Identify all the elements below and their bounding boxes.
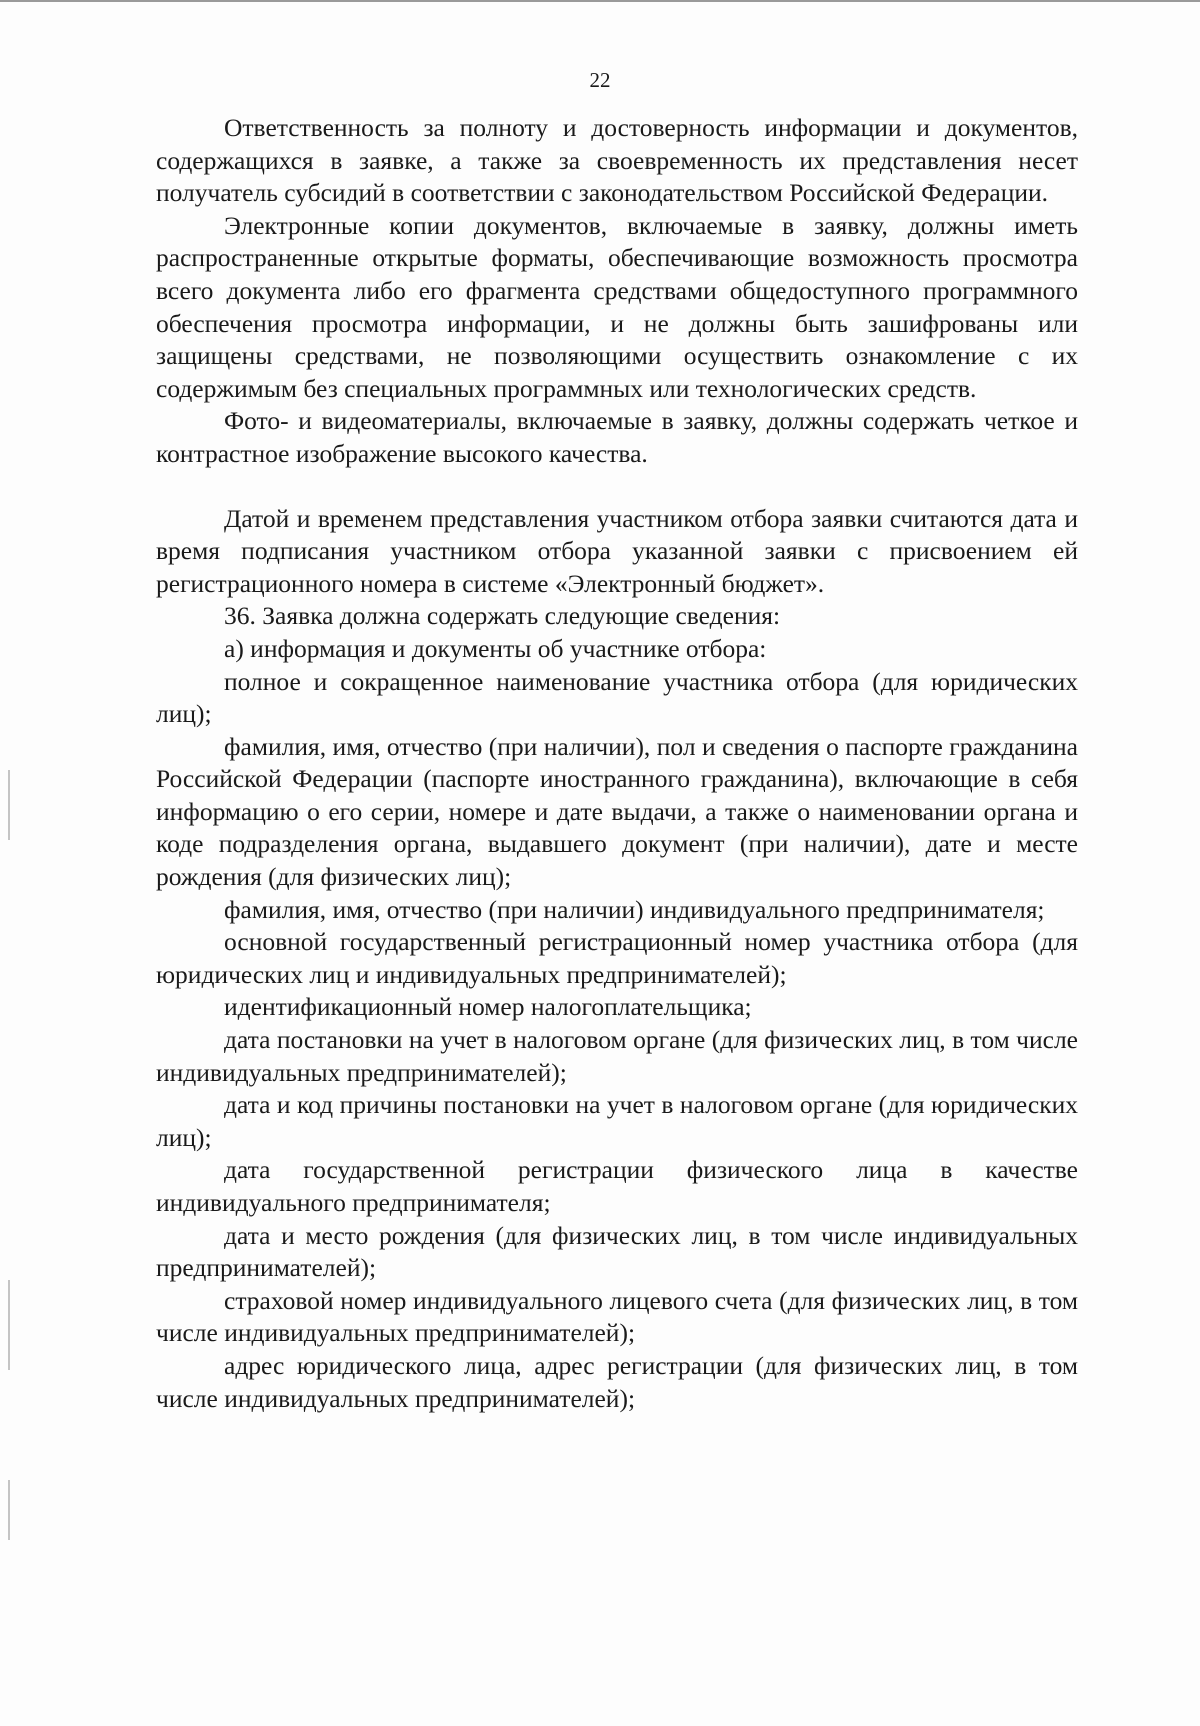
scan-margin-mark: [8, 770, 10, 840]
list-item: адрес юридического лица, адрес регистрации (для физических лиц, в том числе индивидуальных предпринимателей);: [156, 1350, 1078, 1413]
list-item: дата и код причины постановки на учет в налоговом органе (для юридических лиц);: [156, 1090, 1078, 1152]
list-item: основной государственный регистрационный номер участника отбора (для юридических лиц и индивидуальных предпринимателей);: [156, 927, 1078, 989]
list-item: дата государственной регистрации физического лица в качестве индивидуального предпринимателя;: [156, 1155, 1078, 1217]
paragraph: Электронные копии документов, включаемые в заявку, должны иметь распространенные открытые форматы, обеспечивающие возможность просмотра всего документа либо его фрагмента средствами общедоступного программного обеспечения просмотра информации, и не должны быть зашифрованы или защищены средствами, не позволяющими осуществить ознакомление с их содержимым без специальных программных или технологических средств.: [156, 210, 1078, 403]
list-item: фамилия, имя, отчество (при наличии), пол и сведения о паспорте гражданина Российской Федерации (паспорте иностранного гражданина), включающие в себя информацию о его серии, номере и дате выдачи, а также о наименовании органа и коде подразделения органа, выдавшего документ (при наличии), дате и месте рождения (для физических лиц);: [156, 731, 1078, 892]
scan-margin-mark: [8, 1280, 10, 1370]
paragraph-gap: [156, 471, 1078, 503]
list-item: фамилия, имя, отчество (при наличии) индивидуального предпринимателя;: [224, 894, 1045, 924]
page-number: 22: [589, 68, 611, 92]
list-item: полное и сокращенное наименование участника отбора (для юридических лиц);: [156, 666, 1078, 729]
scan-top-edge: [0, 0, 1200, 2]
paragraph: Датой и временем представления участником отбора заявки считаются дата и время подписания участником отбора указанной заявки с присвоением ей регистрационного номера в системе «Электронный бюджет».: [156, 503, 1078, 598]
scan-margin-mark: [8, 1480, 10, 1540]
paragraph: Ответственность за полноту и достоверность информации и документов, содержащихся в заявке, а также за своевременность их представления несет получатель субсидий в соответствии с законодательством Российской Федерации.: [156, 113, 1078, 208]
list-item: идентификационный номер налогоплательщика;: [224, 992, 752, 1022]
paragraph: Фото- и видеоматериалы, включаемые в заявку, должны содержать четкое и контрастное изображение высокого качества.: [156, 406, 1078, 468]
list-item: дата постановки на учет в налоговом органе (для физических лиц, в том числе индивидуальных предпринимателей);: [156, 1025, 1078, 1087]
section-heading-36: 36. Заявка должна содержать следующие сведения:: [224, 601, 781, 631]
list-item: дата и место рождения (для физических лиц, в том числе индивидуальных предпринимателей);: [156, 1220, 1078, 1283]
subsection-a: а) информация и документы об участнике отбора:: [224, 633, 767, 663]
document-body: [156, 112, 1078, 1415]
list-item: страховой номер индивидуального лицевого счета (для физических лиц, в том числе индивидуальных предпринимателей);: [156, 1285, 1078, 1348]
